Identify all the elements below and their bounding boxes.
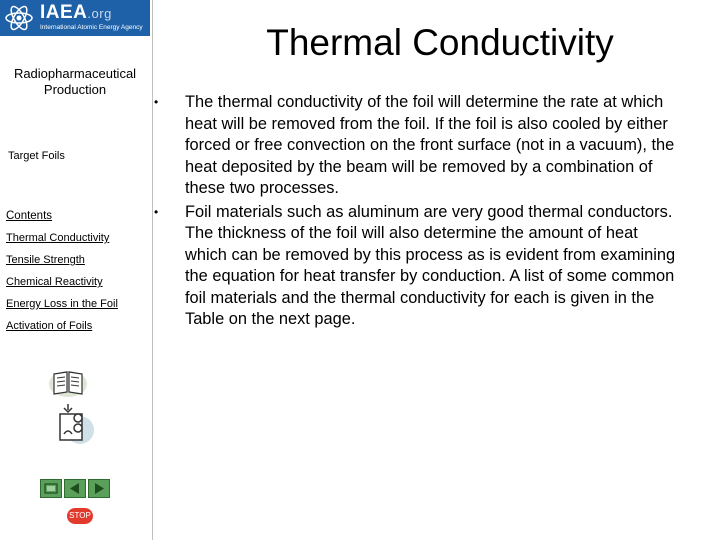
nav-link-chemical-reactivity[interactable]: Chemical Reactivity — [6, 276, 103, 288]
bullet-item — [154, 92, 680, 200]
forward-button[interactable] — [88, 479, 110, 498]
bullet-text: Foil materials such as aluminum are very good thermal conductors. The thickness of the foil will also determine the amount of heat which can be removed by this process as is evident from examining the equation for heat transfer by conduction. A list of some common foil materials and the thermal conductivity for each is given in the Table on the next page. — [185, 202, 676, 328]
nav-link-thermal-conductivity[interactable]: Thermal Conductivity — [6, 232, 110, 244]
logo-text: IAEA.org — [40, 2, 112, 23]
nav-menu — [6, 205, 118, 337]
back-arrow-icon — [65, 480, 85, 497]
iaea-logo[interactable] — [0, 0, 150, 36]
sidebar — [0, 0, 153, 540]
logo-subtitle: International Atomic Energy Agency — [40, 24, 143, 31]
forward-arrow-icon — [89, 480, 109, 497]
book-icon[interactable] — [48, 366, 88, 398]
atom-emblem-icon — [3, 3, 35, 33]
bullet-list — [154, 92, 680, 333]
home-button[interactable] — [40, 479, 62, 498]
home-icon — [41, 480, 61, 497]
nav-link-tensile-strength[interactable]: Tensile Strength — [6, 254, 85, 266]
section-title: Radiopharmaceutical Production — [13, 66, 137, 97]
nav-link-energy-loss[interactable]: Energy Loss in the Foil — [6, 298, 118, 310]
page-title: Thermal Conductivity — [266, 22, 614, 63]
bullet-marker: • — [154, 204, 159, 219]
nav-link-activation-of-foils[interactable]: Activation of Foils — [6, 320, 93, 332]
subsection-title: Target Foils — [8, 150, 65, 162]
back-button[interactable] — [64, 479, 86, 498]
bullet-text: The thermal conductivity of the foil will determine the rate at which heat will be removed from the foil. If the foil is also cooled by either forced or free convection on the front surface (not in a vacuum), the heat deposited by the beam will be removed by a combination of these two processes. — [185, 93, 675, 197]
bullet-marker: • — [154, 95, 159, 109]
nav-link-contents[interactable]: Contents — [6, 210, 53, 222]
bullet-item — [154, 202, 680, 331]
notes-icon[interactable] — [54, 404, 96, 444]
stop-button[interactable]: STOP — [67, 508, 93, 524]
